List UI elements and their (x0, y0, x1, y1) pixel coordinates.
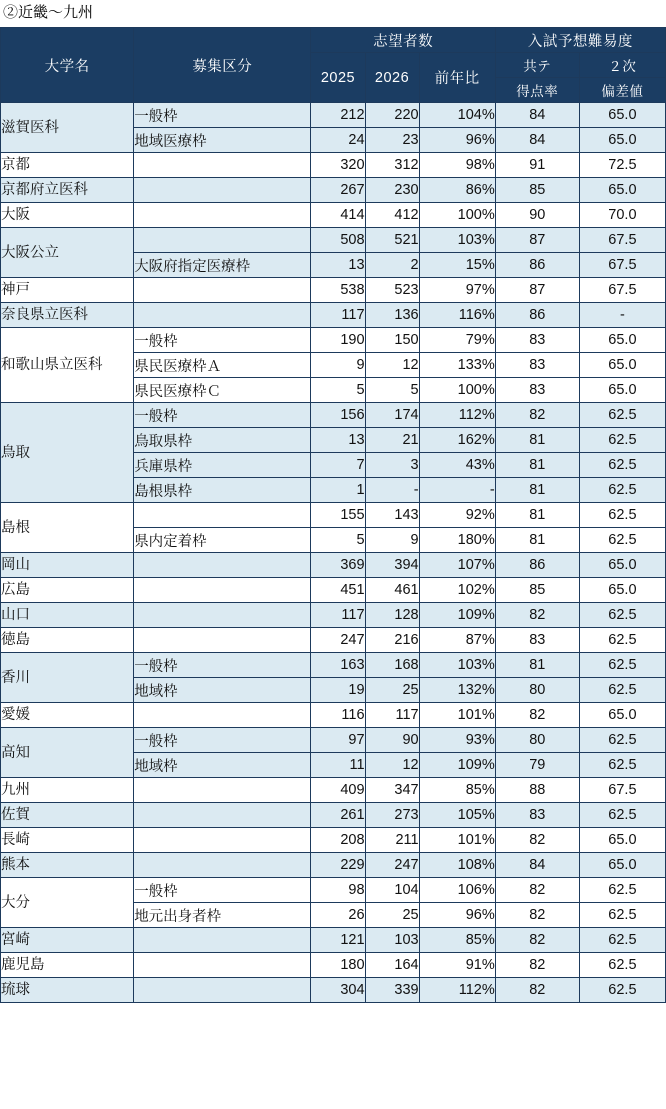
cell-hensachi: 62.5 (579, 878, 665, 903)
table-row (1, 403, 666, 428)
cell-2026: 12 (365, 753, 419, 778)
cell-2025: 11 (311, 753, 365, 778)
table-row (1, 203, 666, 228)
header-kyotest-bottom: 得点率 (495, 78, 579, 103)
cell-category (134, 278, 311, 303)
cell-2026: 2 (365, 253, 419, 278)
cell-2025: 409 (311, 778, 365, 803)
table-row (1, 703, 666, 728)
cell-2025: 261 (311, 803, 365, 828)
cell-category (134, 153, 311, 178)
cell-2026: 521 (365, 228, 419, 253)
cell-yoy: 105% (419, 803, 495, 828)
cell-kyotest: 81 (495, 653, 579, 678)
cell-yoy: 92% (419, 503, 495, 528)
cell-hensachi: 62.5 (579, 478, 665, 503)
cell-2026: 347 (365, 778, 419, 803)
cell-category (134, 503, 311, 528)
cell-yoy: 133% (419, 353, 495, 378)
cell-yoy: 96% (419, 903, 495, 928)
cell-hensachi: 62.5 (579, 903, 665, 928)
cell-yoy: 15% (419, 253, 495, 278)
cell-kyotest: 82 (495, 403, 579, 428)
cell-category: 地元出身者枠 (134, 903, 311, 928)
cell-category: 鳥取県枠 (134, 428, 311, 453)
cell-2025: 180 (311, 953, 365, 978)
cell-kyotest: 82 (495, 603, 579, 628)
cell-category: 県内定着枠 (134, 528, 311, 553)
table-row (1, 278, 666, 303)
cell-hensachi: 62.5 (579, 928, 665, 953)
cell-yoy: 116% (419, 303, 495, 328)
cell-kyotest: 84 (495, 103, 579, 128)
cell-2026: 164 (365, 953, 419, 978)
header-row-group (1, 28, 666, 53)
cell-yoy: 112% (419, 403, 495, 428)
cell-hensachi: 62.5 (579, 728, 665, 753)
header-category: 募集区分 (134, 28, 311, 103)
header-hensachi-top: ２次 (579, 53, 665, 78)
cell-hensachi: 65.0 (579, 703, 665, 728)
cell-hensachi: 62.5 (579, 953, 665, 978)
cell-2026: 168 (365, 653, 419, 678)
header-group-difficulty: 入試予想難易度 (495, 28, 665, 53)
cell-kyotest: 83 (495, 328, 579, 353)
cell-2025: 5 (311, 378, 365, 403)
cell-university: 神戸 (1, 278, 134, 303)
table-row (1, 628, 666, 653)
cell-category: 一般枠 (134, 328, 311, 353)
table-row (1, 578, 666, 603)
cell-university: 愛媛 (1, 703, 134, 728)
cell-2025: 414 (311, 203, 365, 228)
cell-hensachi: 67.5 (579, 278, 665, 303)
cell-university: 奈良県立医科 (1, 303, 134, 328)
cell-category: 一般枠 (134, 878, 311, 903)
table-row (1, 603, 666, 628)
cell-2026: 3 (365, 453, 419, 478)
cell-yoy: 180% (419, 528, 495, 553)
cell-2026: 150 (365, 328, 419, 353)
cell-2025: 247 (311, 628, 365, 653)
cell-yoy: 98% (419, 153, 495, 178)
cell-hensachi: 65.0 (579, 853, 665, 878)
table-row (1, 103, 666, 128)
table-row (1, 878, 666, 903)
table-row (1, 228, 666, 253)
cell-yoy: 87% (419, 628, 495, 653)
cell-2026: 394 (365, 553, 419, 578)
applicants-table (0, 27, 666, 1003)
cell-2026: 174 (365, 403, 419, 428)
cell-kyotest: 84 (495, 853, 579, 878)
cell-kyotest: 81 (495, 428, 579, 453)
cell-2026: 412 (365, 203, 419, 228)
table-row (1, 828, 666, 853)
cell-kyotest: 79 (495, 753, 579, 778)
cell-2026: 312 (365, 153, 419, 178)
cell-kyotest: 81 (495, 478, 579, 503)
cell-2025: 508 (311, 228, 365, 253)
cell-university: 鹿児島 (1, 953, 134, 978)
cell-university: 長崎 (1, 828, 134, 853)
cell-2025: 163 (311, 653, 365, 678)
cell-2025: 121 (311, 928, 365, 953)
cell-category: 地域医療枠 (134, 128, 311, 153)
cell-university: 大阪 (1, 203, 134, 228)
cell-2026: 21 (365, 428, 419, 453)
cell-2025: 13 (311, 253, 365, 278)
cell-university: 香川 (1, 653, 134, 703)
cell-hensachi: 62.5 (579, 603, 665, 628)
cell-university: 広島 (1, 578, 134, 603)
cell-hensachi: 62.5 (579, 503, 665, 528)
cell-kyotest: 91 (495, 153, 579, 178)
cell-2025: 229 (311, 853, 365, 878)
cell-hensachi: 62.5 (579, 628, 665, 653)
cell-category (134, 803, 311, 828)
cell-yoy: 102% (419, 578, 495, 603)
page-title: ②近畿～九州 (3, 4, 94, 21)
cell-yoy: 43% (419, 453, 495, 478)
cell-category (134, 203, 311, 228)
cell-yoy: 109% (419, 603, 495, 628)
cell-2025: 13 (311, 428, 365, 453)
cell-2026: 136 (365, 303, 419, 328)
cell-category (134, 178, 311, 203)
cell-yoy: 96% (419, 128, 495, 153)
table-row (1, 328, 666, 353)
cell-hensachi: 65.0 (579, 378, 665, 403)
cell-2025: 208 (311, 828, 365, 853)
cell-hensachi: 62.5 (579, 978, 665, 1003)
cell-yoy: 103% (419, 653, 495, 678)
cell-category (134, 978, 311, 1003)
cell-category: 一般枠 (134, 728, 311, 753)
cell-2026: 25 (365, 678, 419, 703)
cell-category (134, 628, 311, 653)
cell-2026: - (365, 478, 419, 503)
cell-hensachi: - (579, 303, 665, 328)
table-row (1, 978, 666, 1003)
header-yoy: 前年比 (419, 53, 495, 103)
cell-category (134, 228, 311, 253)
cell-2025: 155 (311, 503, 365, 528)
cell-kyotest: 88 (495, 778, 579, 803)
cell-yoy: 85% (419, 928, 495, 953)
table-row (1, 503, 666, 528)
cell-2025: 117 (311, 303, 365, 328)
table-row (1, 728, 666, 753)
cell-university: 鳥取 (1, 403, 134, 503)
cell-hensachi: 65.0 (579, 103, 665, 128)
cell-kyotest: 82 (495, 903, 579, 928)
cell-university: 徳島 (1, 628, 134, 653)
table-row (1, 653, 666, 678)
cell-2026: 211 (365, 828, 419, 853)
cell-university: 島根 (1, 503, 134, 553)
cell-2025: 24 (311, 128, 365, 153)
cell-hensachi: 62.5 (579, 803, 665, 828)
cell-kyotest: 80 (495, 678, 579, 703)
header-2025: 2025 (311, 53, 365, 103)
header-hensachi-bottom: 偏差値 (579, 78, 665, 103)
cell-2026: 25 (365, 903, 419, 928)
cell-university: 九州 (1, 778, 134, 803)
table-row (1, 303, 666, 328)
cell-2025: 212 (311, 103, 365, 128)
cell-2026: 339 (365, 978, 419, 1003)
cell-kyotest: 81 (495, 453, 579, 478)
cell-hensachi: 72.5 (579, 153, 665, 178)
cell-category (134, 603, 311, 628)
cell-2026: 23 (365, 128, 419, 153)
cell-category (134, 703, 311, 728)
cell-2026: 103 (365, 928, 419, 953)
cell-university: 滋賀医科 (1, 103, 134, 153)
cell-kyotest: 83 (495, 803, 579, 828)
cell-yoy: 97% (419, 278, 495, 303)
cell-kyotest: 86 (495, 553, 579, 578)
cell-2025: 9 (311, 353, 365, 378)
cell-2026: 230 (365, 178, 419, 203)
cell-hensachi: 62.5 (579, 403, 665, 428)
cell-yoy: 100% (419, 203, 495, 228)
table-row (1, 803, 666, 828)
cell-category: 地域枠 (134, 753, 311, 778)
header-group-applicants: 志望者数 (311, 28, 495, 53)
cell-category: 兵庫県枠 (134, 453, 311, 478)
cell-2026: 90 (365, 728, 419, 753)
cell-university: 大分 (1, 878, 134, 928)
cell-university: 和歌山県立医科 (1, 328, 134, 403)
cell-2025: 5 (311, 528, 365, 553)
cell-yoy: 109% (419, 753, 495, 778)
cell-kyotest: 81 (495, 528, 579, 553)
cell-2025: 304 (311, 978, 365, 1003)
cell-university: 宮崎 (1, 928, 134, 953)
cell-yoy: 93% (419, 728, 495, 753)
cell-yoy: 162% (419, 428, 495, 453)
cell-2026: 12 (365, 353, 419, 378)
cell-university: 琉球 (1, 978, 134, 1003)
cell-2025: 98 (311, 878, 365, 903)
cell-yoy: - (419, 478, 495, 503)
cell-kyotest: 83 (495, 378, 579, 403)
header-university: 大学名 (1, 28, 134, 103)
cell-2026: 273 (365, 803, 419, 828)
cell-yoy: 108% (419, 853, 495, 878)
cell-category (134, 303, 311, 328)
cell-category: 一般枠 (134, 653, 311, 678)
cell-kyotest: 83 (495, 353, 579, 378)
cell-category (134, 778, 311, 803)
cell-2025: 369 (311, 553, 365, 578)
cell-2025: 320 (311, 153, 365, 178)
cell-hensachi: 67.5 (579, 228, 665, 253)
cell-2025: 156 (311, 403, 365, 428)
cell-hensachi: 65.0 (579, 128, 665, 153)
cell-yoy: 101% (419, 828, 495, 853)
cell-category: 一般枠 (134, 403, 311, 428)
cell-kyotest: 82 (495, 703, 579, 728)
cell-kyotest: 80 (495, 728, 579, 753)
cell-yoy: 85% (419, 778, 495, 803)
cell-yoy: 107% (419, 553, 495, 578)
cell-category: 大阪府指定医療枠 (134, 253, 311, 278)
cell-category: 県民医療枠Ａ (134, 353, 311, 378)
cell-kyotest: 87 (495, 278, 579, 303)
table-header (1, 28, 666, 103)
cell-university: 熊本 (1, 853, 134, 878)
cell-2025: 97 (311, 728, 365, 753)
cell-2025: 451 (311, 578, 365, 603)
cell-university: 大阪公立 (1, 228, 134, 278)
cell-university: 山口 (1, 603, 134, 628)
cell-hensachi: 67.5 (579, 253, 665, 278)
cell-category (134, 578, 311, 603)
cell-yoy: 86% (419, 178, 495, 203)
cell-hensachi: 62.5 (579, 528, 665, 553)
cell-2025: 19 (311, 678, 365, 703)
cell-category: 一般枠 (134, 103, 311, 128)
cell-kyotest: 82 (495, 953, 579, 978)
cell-category: 地域枠 (134, 678, 311, 703)
cell-2026: 216 (365, 628, 419, 653)
cell-category: 島根県枠 (134, 478, 311, 503)
cell-yoy: 79% (419, 328, 495, 353)
table-row (1, 153, 666, 178)
cell-university: 京都 (1, 153, 134, 178)
cell-kyotest: 82 (495, 828, 579, 853)
cell-2025: 538 (311, 278, 365, 303)
cell-2026: 143 (365, 503, 419, 528)
cell-university: 京都府立医科 (1, 178, 134, 203)
cell-category (134, 828, 311, 853)
cell-university: 高知 (1, 728, 134, 778)
cell-2025: 26 (311, 903, 365, 928)
cell-category (134, 953, 311, 978)
cell-yoy: 104% (419, 103, 495, 128)
cell-hensachi: 65.0 (579, 353, 665, 378)
table-row (1, 953, 666, 978)
cell-kyotest: 87 (495, 228, 579, 253)
table-row (1, 553, 666, 578)
cell-hensachi: 62.5 (579, 678, 665, 703)
cell-kyotest: 82 (495, 928, 579, 953)
cell-hensachi: 70.0 (579, 203, 665, 228)
cell-2026: 128 (365, 603, 419, 628)
cell-kyotest: 86 (495, 303, 579, 328)
cell-hensachi: 62.5 (579, 753, 665, 778)
cell-2025: 116 (311, 703, 365, 728)
cell-kyotest: 81 (495, 503, 579, 528)
table-row (1, 178, 666, 203)
cell-hensachi: 62.5 (579, 653, 665, 678)
cell-2025: 1 (311, 478, 365, 503)
cell-2026: 104 (365, 878, 419, 903)
cell-2026: 9 (365, 528, 419, 553)
cell-2025: 190 (311, 328, 365, 353)
cell-kyotest: 85 (495, 178, 579, 203)
cell-category (134, 928, 311, 953)
cell-kyotest: 82 (495, 878, 579, 903)
cell-yoy: 112% (419, 978, 495, 1003)
header-2026: 2026 (365, 53, 419, 103)
cell-2026: 220 (365, 103, 419, 128)
cell-hensachi: 65.0 (579, 178, 665, 203)
cell-2026: 247 (365, 853, 419, 878)
cell-2026: 461 (365, 578, 419, 603)
cell-yoy: 91% (419, 953, 495, 978)
cell-kyotest: 85 (495, 578, 579, 603)
cell-2026: 5 (365, 378, 419, 403)
cell-category: 県民医療枠Ｃ (134, 378, 311, 403)
cell-university: 岡山 (1, 553, 134, 578)
cell-yoy: 106% (419, 878, 495, 903)
cell-hensachi: 62.5 (579, 428, 665, 453)
cell-hensachi: 62.5 (579, 453, 665, 478)
cell-hensachi: 65.0 (579, 578, 665, 603)
cell-2025: 267 (311, 178, 365, 203)
cell-yoy: 103% (419, 228, 495, 253)
cell-2026: 523 (365, 278, 419, 303)
cell-yoy: 132% (419, 678, 495, 703)
cell-category (134, 553, 311, 578)
table-row (1, 778, 666, 803)
cell-university: 佐賀 (1, 803, 134, 828)
cell-hensachi: 65.0 (579, 553, 665, 578)
cell-category (134, 853, 311, 878)
cell-hensachi: 67.5 (579, 778, 665, 803)
cell-kyotest: 82 (495, 978, 579, 1003)
cell-2025: 7 (311, 453, 365, 478)
cell-2025: 117 (311, 603, 365, 628)
cell-yoy: 101% (419, 703, 495, 728)
table-body (1, 103, 666, 1003)
cell-hensachi: 65.0 (579, 828, 665, 853)
header-kyotest-top: 共テ (495, 53, 579, 78)
table-row (1, 928, 666, 953)
cell-hensachi: 65.0 (579, 328, 665, 353)
cell-2026: 117 (365, 703, 419, 728)
cell-kyotest: 86 (495, 253, 579, 278)
table-row (1, 853, 666, 878)
cell-kyotest: 84 (495, 128, 579, 153)
cell-kyotest: 90 (495, 203, 579, 228)
cell-kyotest: 83 (495, 628, 579, 653)
cell-yoy: 100% (419, 378, 495, 403)
